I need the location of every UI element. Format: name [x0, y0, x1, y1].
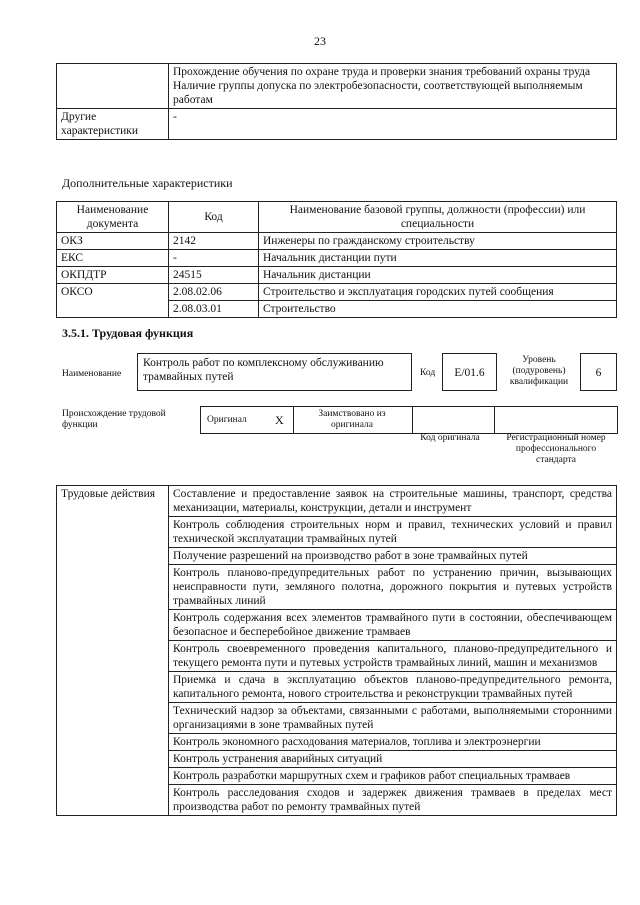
labor-action-item: Контроль содержания всех элементов трамвайного пути в состоянии, обеспечивающем безопасное и бесперебойное движение трамваев — [169, 610, 617, 641]
level-label: Уровень (подуровень) квалификации — [509, 355, 569, 387]
table-row — [57, 233, 617, 250]
labor-action-item: Контроль соблюдения строительных норм и правил, технических условий и правил технической эксплуатации трамвайных путей — [169, 517, 617, 548]
code-cell: - — [169, 250, 259, 267]
group-name-cell: Начальник дистанции — [259, 267, 617, 284]
code-cell: 24515 — [169, 267, 259, 284]
doc-name-cell: ОКЗ — [57, 233, 169, 250]
labor-action-item: Контроль экономного расходования материалов, топлива и электроэнергии — [169, 734, 617, 751]
labor-action-item: Приемка и сдача в эксплуатацию объектов планово-предупредительного ремонта, капитального ремонта, нового строительства и реконструкции трамвайных путей — [169, 672, 617, 703]
origin-label: Происхождение трудовой функции — [62, 409, 166, 430]
original-mark: X — [275, 413, 284, 427]
function-title: 3.5.1. Трудовая функция — [62, 326, 194, 340]
function-code-box: E/01.6 — [442, 353, 497, 391]
section-title: Дополнительные характеристики — [62, 176, 233, 190]
requirement-line: Прохождение обучения по охране труда и проверки знания требований охраны труда — [173, 66, 591, 78]
row-label: Другие характеристики — [57, 109, 169, 140]
table-row — [57, 486, 617, 517]
labor-action-item: Контроль устранения аварийных ситуаций — [169, 751, 617, 768]
level-value-box: 6 — [580, 353, 617, 391]
original-code-box — [412, 406, 494, 434]
group-name-cell: Начальник дистанции пути — [259, 250, 617, 267]
labor-action-item: Составление и предоставление заявок на строительные машины, транспорт, средства механизации, материалы, конструкции, детали и инструмент — [169, 486, 617, 517]
original-label: Оригинал — [207, 415, 247, 425]
code-cell: 2.08.03.01 — [169, 301, 259, 318]
labor-action-item: Контроль расследования сходов и задержек движения трамваев в пределах мест производства работ по ремонту трамвайных путей — [169, 785, 617, 816]
column-header: Наименование базовой группы, должности (профессии) или специальности — [259, 202, 617, 233]
table-row — [57, 284, 617, 301]
code-cell: 2.08.02.06 — [169, 284, 259, 301]
reg-number-box — [494, 406, 618, 434]
borrowed-label: Заимствовано из оригинала — [318, 409, 386, 430]
row-label — [57, 64, 169, 109]
table-row — [57, 267, 617, 284]
requirement-line: Наличие группы допуска по электробезопасности, соответствующей выполняемым работам — [173, 80, 583, 106]
table-row — [57, 109, 617, 140]
additional-characteristics-table — [56, 201, 617, 318]
labor-action-item: Контроль своевременного проведения капитального, планово-предупредительного и текущего ремонта пути и путевых устройств трамвайных линий, машин и механизмов — [169, 641, 617, 672]
doc-name-cell: ОКПДТР — [57, 267, 169, 284]
column-header: Код — [169, 202, 259, 233]
labor-action-item: Получение разрешений на производство работ в зоне трамвайных путей — [169, 548, 617, 565]
labor-action-item: Технический надзор за объектами, связанными с работами, выполняемыми сторонними организациями в зоне трамвайных путей — [169, 703, 617, 734]
code-cell: 2142 — [169, 233, 259, 250]
table-header-row — [57, 202, 617, 233]
group-name-cell: Строительство и эксплуатация городских путей сообщения — [259, 284, 617, 301]
qualification-requirements-table — [56, 63, 617, 140]
page-number: 23 — [314, 34, 326, 48]
code-caption: Код оригинала — [420, 433, 480, 443]
row-value: - — [169, 109, 617, 140]
group-name-cell: Инженеры по гражданскому строительству — [259, 233, 617, 250]
table-row — [57, 250, 617, 267]
doc-name-cell: ОКСО — [57, 284, 169, 318]
code-label: Код — [420, 368, 436, 378]
labor-actions-table — [56, 485, 617, 816]
reg-caption: Регистрационный номер профессионального стандарта — [506, 433, 606, 465]
name-label: Наименование — [62, 369, 122, 379]
column-header: Наименование документа — [57, 202, 169, 233]
labor-action-item: Контроль разработки маршрутных схем и графиков работ специальных трамваев — [169, 768, 617, 785]
original-box — [200, 406, 294, 434]
labor-action-item: Контроль планово-предупредительных работ по устранению причин, вызывающих неисправности пути, земляного полотна, дорожного покрытия и путевых устройств трамвайных линий — [169, 565, 617, 610]
table-row — [57, 64, 617, 109]
borrowed-box — [293, 406, 413, 434]
doc-name-cell: ЕКС — [57, 250, 169, 267]
function-name-box: Контроль работ по комплексному обслуживанию трамвайных путей — [137, 353, 412, 391]
group-name-cell: Строительство — [259, 301, 617, 318]
labor-actions-label: Трудовые действия — [57, 486, 169, 816]
